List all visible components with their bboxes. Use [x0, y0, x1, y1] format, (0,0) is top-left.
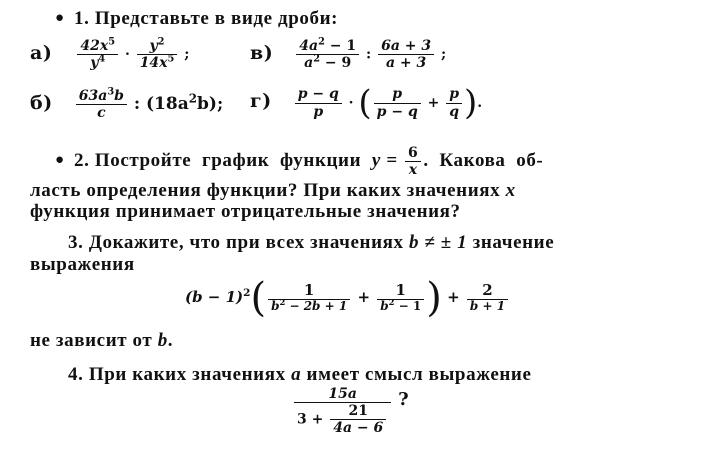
operator: · — [124, 46, 130, 63]
fraction: $\frac{1}{b^2 - 1}$ — [377, 282, 424, 314]
operator: + — [427, 95, 440, 111]
paren-right: ) — [426, 275, 442, 321]
task1-item-g — [250, 83, 483, 123]
question-mark: ? — [398, 389, 409, 411]
task3-number: 3. — [68, 232, 84, 253]
task3-expression: $(b - 1)^2$( $\frac{1}{b^2 - 2b + 1}$ + $\frac{1}{b^2 - 1}$ ) + $\frac{2}{b + 1}$ — [185, 278, 510, 318]
fraction: $\frac{p}{q}$ — [446, 86, 462, 119]
task4-expression — [292, 386, 409, 436]
task4-line1: 4. При каких значениях a имеет смысл выражение — [68, 364, 532, 385]
fraction: $\frac{63a^3b}{c}$ — [76, 88, 127, 121]
task4-number: 4. — [68, 364, 84, 385]
fraction: $\frac{6a + 3}{a + 3}$ — [378, 38, 434, 71]
fraction: $\frac{p}{p - q}$ — [374, 86, 421, 119]
item-label-a: а) — [30, 41, 53, 64]
paren-left: ( — [250, 275, 267, 321]
fraction: $\frac{4a^2 - 1}{a^2 - 9}$ — [296, 38, 359, 71]
punctuation: . — [477, 95, 483, 111]
nested-fraction: $\frac{21}{4a - 6}$ — [330, 403, 386, 436]
task2-line3: функция принимает отрицательные значения? — [30, 201, 461, 222]
paren-right: ) — [464, 83, 478, 123]
condition: b ≠ ± 1 — [408, 232, 468, 253]
punctuation: ; — [441, 46, 447, 63]
operator: + — [357, 288, 371, 306]
fraction: $\frac{6}{x}$ — [405, 145, 421, 178]
fraction: $\frac{42x^5}{y^4}$ — [77, 38, 118, 71]
fraction: $\frac{2}{b + 1}$ — [467, 282, 508, 314]
task2-line2: ласть определения функции? При каких значениях x — [30, 180, 516, 201]
task1-title: Представьте в виде дроби: — [94, 8, 339, 29]
operator: · — [348, 95, 354, 111]
bullet-icon: ● — [55, 151, 65, 168]
task3-line3: не зависит от b. — [30, 330, 174, 351]
fraction: $\frac{y^2}{14x^5}$ — [137, 38, 178, 71]
task3-line2: выражения — [30, 254, 135, 275]
task1-item-v — [250, 38, 446, 71]
task2-number: 2. — [74, 149, 90, 171]
item-label-b: б) — [30, 91, 53, 114]
task1-heading — [55, 8, 338, 30]
operator: : — [366, 46, 372, 63]
fraction: $\frac{p - q}{p}$ — [295, 86, 342, 119]
task1-number: 1. — [74, 8, 90, 29]
punctuation: ; — [184, 46, 190, 63]
item-label-g: г) — [250, 90, 272, 112]
task1-item-a — [30, 38, 189, 71]
paren-left: ( — [358, 83, 372, 123]
task3-line1: 3. Докажите, что при всех значениях b ≠ ± 1 значение — [68, 232, 555, 253]
task1-item-b: б) $\frac{63a^3b}{c}$ : $(18a^2b)$; — [30, 86, 224, 122]
task2-line1: ● 2. Постройте график функции y = $\frac{6}{x}$ . Какова об- — [55, 145, 544, 179]
fraction: $\frac{1}{b^2 - 2b + 1}$ — [268, 282, 350, 314]
item-label-v: в) — [250, 41, 274, 64]
operator: + — [447, 288, 460, 306]
fraction: 15a 3 + $\frac{21}{4a - 6}$ — [294, 386, 391, 436]
bullet-icon: ● — [55, 10, 65, 26]
